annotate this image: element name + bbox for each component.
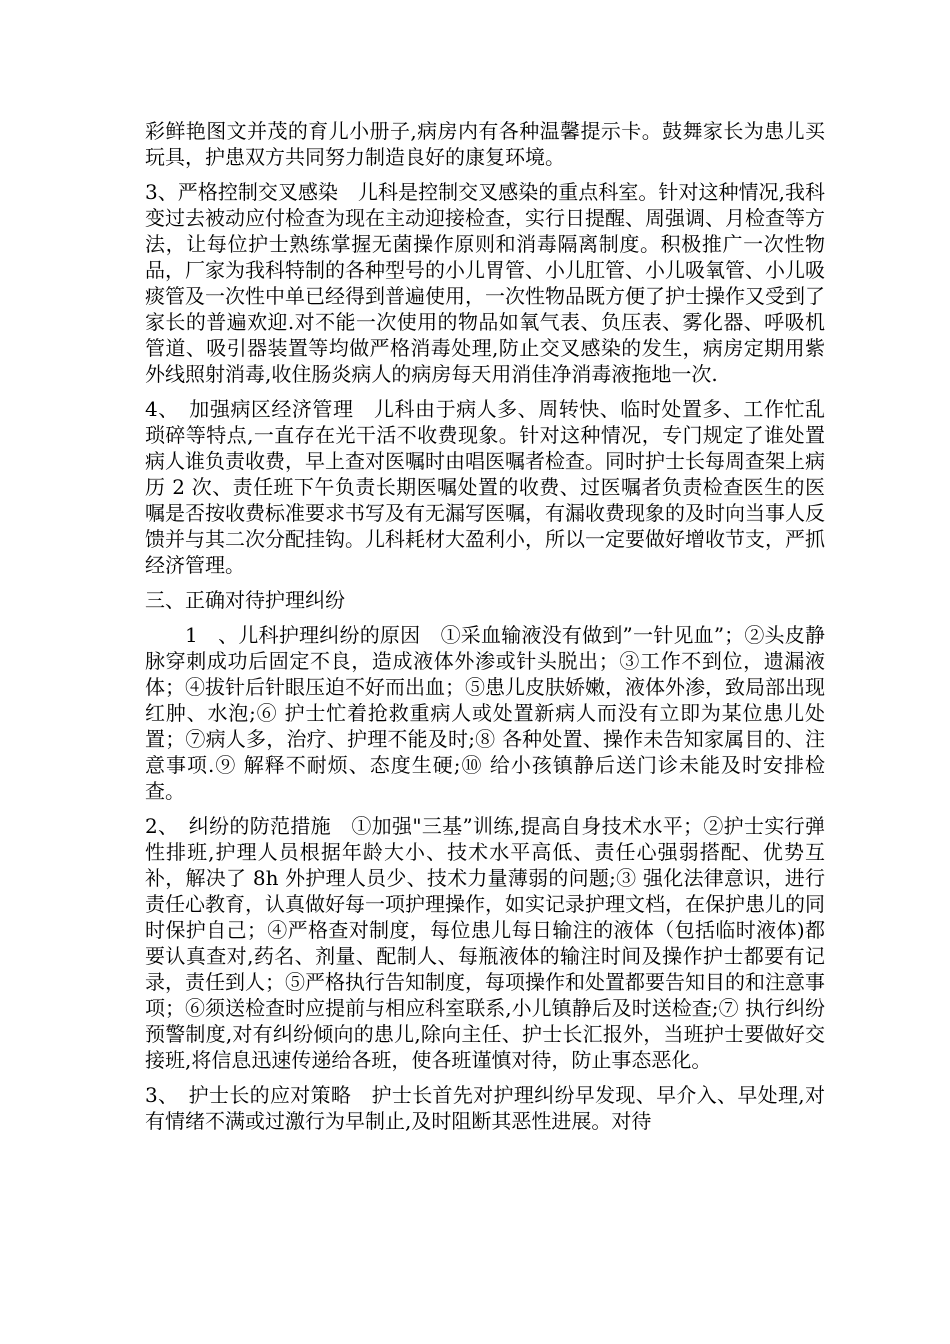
paragraph-economic-management: 4、 加强病区经济管理 儿科由于病人多、周转快、临时处置多、工作忙乱琐碎等特点,一直存在光干活不收费现象。针对这种情况，专门规定了谁处置病人谁负责收费，早上查对医嘱时由唱医嘱者检查。同时护士长每周查架上病历 2 次、责任班下午负责长期医嘱处置的收费、过医嘱者负责检查医生的医嘱是否按收费标准要求书写及有无漏写医嘱，有漏收费现象的及时向当事人反馈并与其二次分配挂钩。儿科耗材大盈利小，所以一定要做好增收节支，严抓经济管理。: [145, 397, 825, 577]
section-heading-nursing-disputes: 三、正确对待护理纠纷: [145, 588, 345, 612]
paragraph-dispute-causes: 1 、儿科护理纠纷的原因 ①采血输液没有做到”一针见血”；②头皮静脉穿刺成功后固定不良，造成液体外渗或针头脱出；③工作不到位，遗漏液体；④拔针后针眼压迫不好而出血；⑤患儿皮肤娇嫩，液体外渗，致局部出现红肿、水泡;⑥ 护士忙着抢救重病人或处置新病人而没有立即为某位患儿处置；⑦病人多，治疗、护理不能及时;⑧ 各种处置、操作未告知家属目的、注意事项.⑨ 解释不耐烦、态度生硬;⑩ 给小孩镇静后送门诊未能及时安排检查。: [145, 623, 825, 803]
paragraph-continuation: 彩鲜艳图文并茂的育儿小册子,病房内有各种温馨提示卡。鼓舞家长为患儿买玩具，护患双方共同努力制造良好的康复环境。: [145, 119, 825, 169]
paragraph-head-nurse-strategy: 3、 护士长的应对策略 护士长首先对护理纠纷早发现、早介入、早处理,对有情绪不满或过激行为早制止,及时阻断其恶性进展。对待: [145, 1083, 825, 1133]
paragraph-prevention-measures: 2、 纠纷的防范措施 ①加强"三基”训练,提高自身技术水平；②护士实行弹性排班,护理人员根据年龄大小、技术水平高低、责任心强弱搭配、优势互补，解决了 8h 外护理人员少、技术力量薄弱的问题;③ 强化法律意识，进行责任心教育，认真做好每一项护理操作，如实记录护理文档，在保护患儿的同时保护自己；④严格查对制度，每位患儿每日输注的液体（包括临时液体)都要认真查对,药名、剂量、配制人、每瓶液体的输注时间及操作护士都要有记录，责任到人；⑤严格执行告知制度，每项操作和处置都要告知目的和注意事项；⑥须送检查时应提前与相应科室联系,小儿镇静后及时送检查;⑦ 执行纠纷预警制度,对有纠纷倾向的患儿,除向主任、护士长汇报外，当班护士要做好交接班,将信息迅速传递给各班，使各班谨慎对待，防止事态恶化。: [145, 814, 825, 1072]
paragraph-cross-infection-control: 3、严格控制交叉感染 儿科是控制交叉感染的重点科室。针对这种情况,我科变过去被动应付检查为现在主动迎接检查，实行日提醒、周强调、月检查等方法，让每位护士熟练掌握无菌操作原则和消毒隔离制度。积极推广一次性物品，厂家为我科特制的各种型号的小儿胃管、小儿肛管、小儿吸氧管、小儿吸痰管及一次性中单已经得到普遍使用，一次性物品既方便了护士操作又受到了家长的普遍欢迎.对不能一次使用的物品如氧气表、负压表、雾化器、呼吸机管道、吸引器装置等均做严格消毒处理,防止交叉感染的发生，病房定期用紫外线照射消毒,收住肠炎病人的病房每天用消佳净消毒液拖地一次.: [145, 180, 825, 386]
document-body: [145, 118, 825, 1143]
